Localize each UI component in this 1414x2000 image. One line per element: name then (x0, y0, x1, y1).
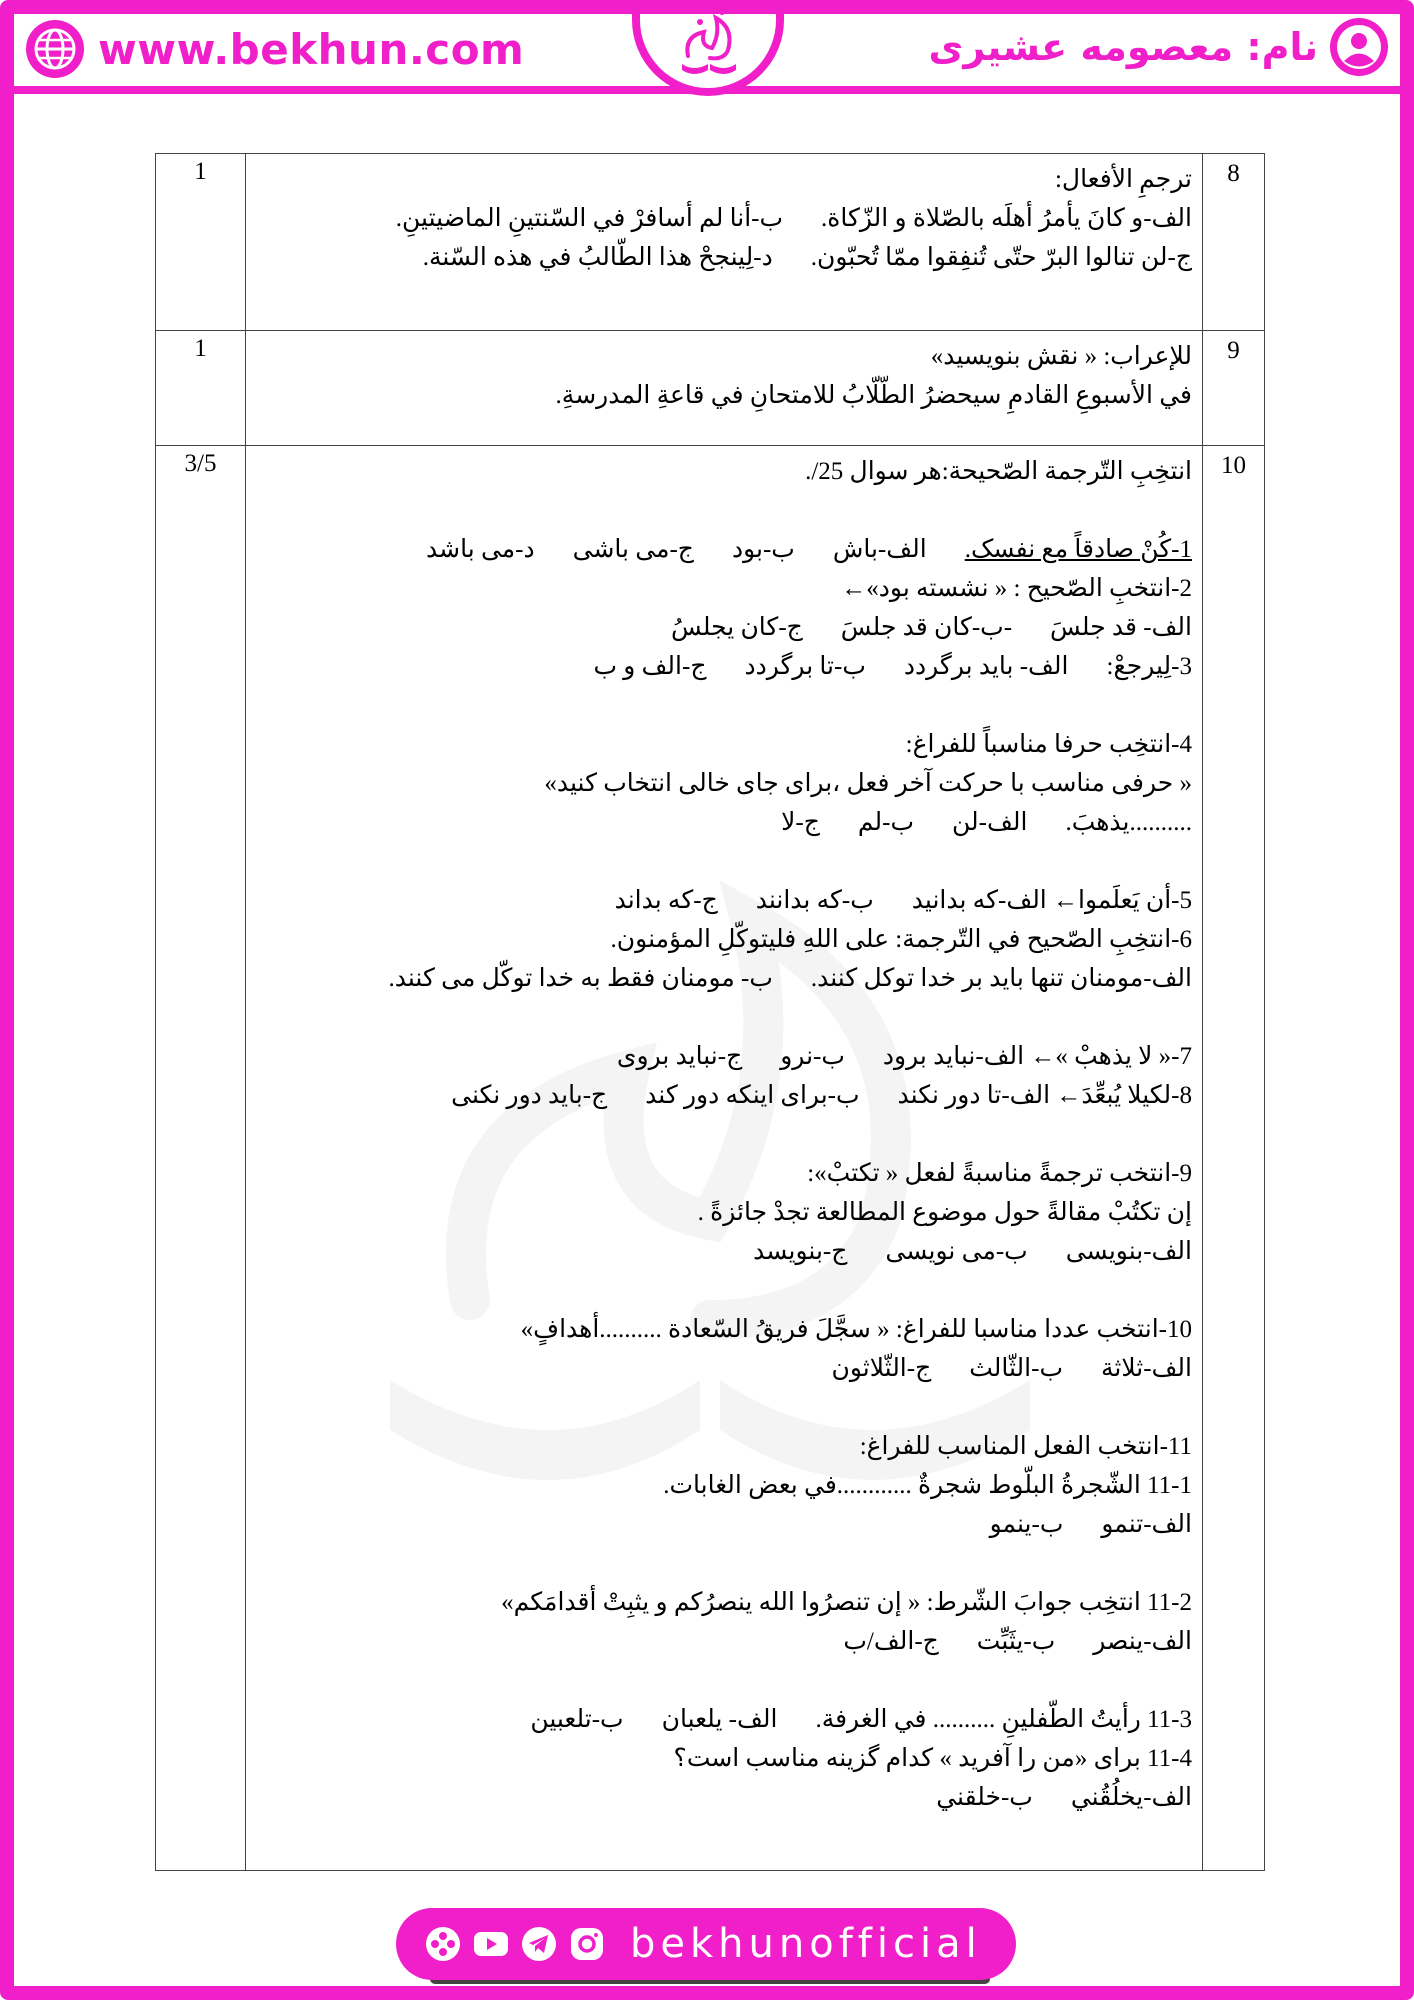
website-link[interactable] (24, 18, 524, 80)
question-content (246, 446, 1203, 1871)
question-content (246, 154, 1203, 331)
answer-options: الف- قد جلسَ-ب-کان قد جلسَج-کان یجلسُ (670, 614, 1192, 641)
social-footer (396, 1908, 1016, 1980)
answer-options: الف-ینصرب-یثَبِّتج-الف/ب (843, 1628, 1192, 1655)
student-name: نام: معصومه عشیری (928, 25, 1318, 69)
sub-question-11-3: 11-3 رأیتُ الطّفلینِ .......... في الغرفة.الف- یلعبانب-تلعبین (530, 1706, 1192, 1733)
sub-question-7: 7-« لا یذهبْ »← الف-نباید برودب-نروج-نباید بروی (616, 1043, 1192, 1070)
social-handle[interactable]: bekhunofficial (630, 1921, 982, 1967)
sub-question-10: 10-انتخب عددا مناسبا للفراغ: « سجَّلَ فریقُ السّعادة ..........أهدافٍ» (520, 1316, 1192, 1343)
answer-options: الف-ثلاثةب-الثّالثج-الثّلاثون (831, 1355, 1192, 1382)
telegram-icon[interactable] (520, 1925, 558, 1963)
sub-question-11-2: 11-2 انتخِب جوابَ الشّرط: « إن تنصرُوا الله ینصرُکم و یثبِتْ أقدامَکم» (501, 1589, 1192, 1616)
question-number: 8 (1203, 154, 1265, 331)
question-sentence: إن تکتُبْ مقالةً حول موضوع المطالعة تجدْ جائزةً . (697, 1199, 1192, 1226)
question-row-9 (156, 331, 1265, 446)
instruction-text: « حرفی مناسب با حرکت آخر فعل ،برای جای خالی انتخاب کنید» (544, 770, 1192, 797)
globe-icon (24, 18, 86, 80)
question-row-10 (156, 446, 1265, 1871)
answer-options: الف-بنویسیب-می نویسیج-بنویسد (753, 1238, 1192, 1265)
sub-question-1: 1-کُنْ صادقاً مع نفسک.الف-باشب-بودج-می باشید-می باشد (426, 536, 1192, 563)
answer-options: ..........یذهبَ.الف-لنب-لمج-لا (781, 809, 1192, 836)
answer-options: الف-یخلُقُنيب-خلقني (936, 1784, 1192, 1811)
sub-question-4: 4-انتخِب حرفا مناسباً للفراغ: (905, 731, 1192, 758)
sub-question-5: 5-أن یَعلَموا← الف-که بدانیدب-که بدانندج-که بداند (614, 887, 1192, 914)
question-number: 10 (1203, 446, 1265, 1871)
sub-question-11: 11-انتخب الفعل المناسب للفراغ: (859, 1433, 1192, 1460)
answer-options: الف-تنموب-ینمو (989, 1511, 1192, 1538)
question-prompt: للإعراب: « نقش بنویسید» (930, 343, 1192, 370)
question-number: 9 (1203, 331, 1265, 446)
sub-question-9: 9-انتخب ترجمةً مناسبةً لفعل « تکتبْ»: (807, 1160, 1192, 1187)
sub-question-2: 2-انتخبِ الصّحیح : « نشسته بود»← (841, 575, 1192, 602)
sentence-a: الف-و کانَ یأمرُ أهلَه بالصّلاة و الزّکاة. (821, 205, 1192, 232)
answer-options: الف-مومنان تنها باید بر خدا توکل کنند.ب- مومنان فقط به خدا توکّل می کنند. (388, 965, 1192, 992)
sub-question-6: 6-انتخِبِ الصّحیح في التّرجمة: علی اللهِ فلیتوکّلِ المؤمنون. (610, 926, 1192, 953)
website-url[interactable]: www.bekhun.com (98, 24, 525, 74)
sentence-d: د-لِینجحْ هذا الطّالبُ في هذه السّنة. (422, 244, 773, 271)
question-prompt: ترجمِ الأفعال: (1054, 166, 1192, 193)
sub-question-3: 3-لِیرجعْ:الف- باید برگرددب-تا برگرددج-الف و ب (593, 653, 1192, 680)
aparat-icon[interactable] (424, 1925, 462, 1963)
youtube-icon[interactable] (472, 1925, 510, 1963)
question-sentence: في الأسبوعِ القادمِ سیحضرُ الطّلّابُ للامتحانِ في قاعةِ المدرسةِ. (555, 382, 1192, 409)
user-icon (1328, 16, 1390, 78)
question-score: 3/5 (156, 446, 246, 1871)
question-line (256, 199, 1192, 238)
question-score: 1 (156, 331, 246, 446)
sentence-b: ب-أنا لم أسافرْ في السّنتینِ الماضیتینِ. (395, 205, 784, 232)
question-prompt: انتخِبِ التّرجمة الصّحیحة:هر سوال 25/. (805, 458, 1192, 485)
sub-question-11-1: 11-1 الشّجرةُ البلّوط شجرةٌ ............في بعض الغابات. (663, 1472, 1192, 1499)
sentence-c: ج-لن تنالوا البرّ حتّی تُنفِقوا ممّا تُحبّون. (810, 244, 1192, 271)
sub-question-8: 8-لکیلا یُبعِّدَ← الف-تا دور نکندب-برای اینکه دور کندج-باید دور نکنی (451, 1082, 1192, 1109)
question-score: 1 (156, 154, 246, 331)
question-content (246, 331, 1203, 446)
sub-question-11-4: 11-4 برای «من را آفرید » کدام گزینه مناسب است؟ (673, 1745, 1192, 1772)
questions-table (155, 153, 1265, 1871)
question-row-8 (156, 154, 1265, 331)
student-name-block (929, 16, 1390, 78)
instagram-icon[interactable] (568, 1925, 606, 1963)
bekhun-logo-icon (664, 6, 754, 84)
question-line (256, 238, 1192, 277)
